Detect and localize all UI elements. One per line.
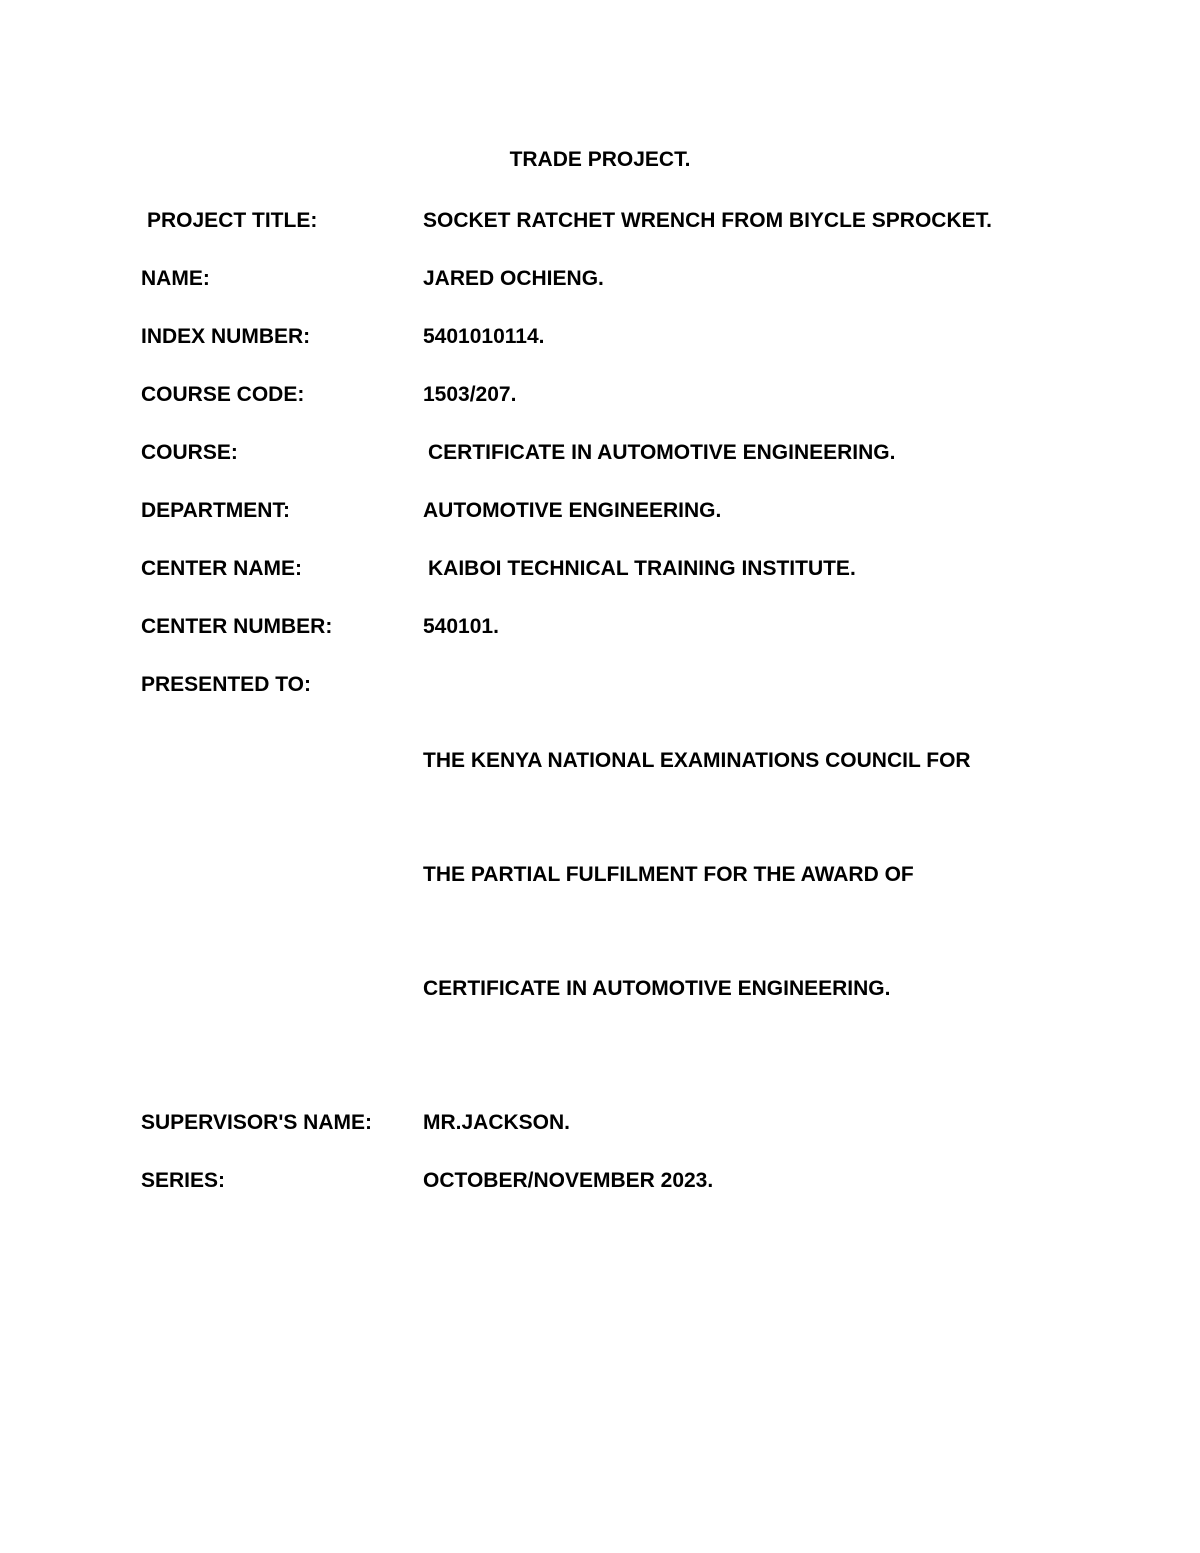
field-value: KAIBOI TECHNICAL TRAINING INSTITUTE. (428, 557, 856, 580)
field-row-center-name (141, 550, 1061, 588)
field-label: CENTER NAME: (141, 557, 302, 580)
field-row-index-number (141, 318, 1061, 356)
field-value-line: CERTIFICATE IN AUTOMOTIVE ENGINEERING. (423, 977, 891, 1000)
field-row-series (141, 1162, 1061, 1200)
field-row-course (141, 434, 1061, 472)
field-value: 1503/207. (423, 383, 517, 406)
field-value-line: THE KENYA NATIONAL EXAMINATIONS COUNCIL FOR (423, 749, 971, 772)
field-label: COURSE: (141, 441, 238, 464)
field-row-name (141, 260, 1061, 298)
field-label: COURSE CODE: (141, 383, 305, 406)
field-label: DEPARTMENT: (141, 499, 290, 522)
field-value: CERTIFICATE IN AUTOMOTIVE ENGINEERING. (428, 441, 896, 464)
field-label: NAME: (141, 267, 210, 290)
field-label: CENTER NUMBER: (141, 615, 333, 638)
field-label: SERIES: (141, 1169, 226, 1192)
field-value: MR.JACKSON. (423, 1111, 571, 1134)
field-label: INDEX NUMBER: (141, 325, 311, 348)
field-row-department (141, 492, 1061, 530)
field-row-center-number (141, 608, 1061, 646)
field-list (141, 202, 1061, 1220)
field-value-multiline (423, 666, 1061, 1084)
document-title: TRADE PROJECT. (509, 148, 691, 171)
field-row-supervisor-name (141, 1104, 1061, 1142)
field-value: AUTOMOTIVE ENGINEERING. (423, 499, 722, 522)
field-value: OCTOBER/NOVEMBER 2023. (423, 1169, 714, 1192)
field-value: JARED OCHIENG. (423, 267, 604, 290)
field-row-course-code (141, 376, 1061, 414)
field-value: 540101. (423, 615, 499, 638)
field-label: SUPERVISOR'S NAME: (141, 1111, 372, 1134)
field-label: PRESENTED TO: (141, 673, 311, 696)
field-row-project-title (141, 202, 1061, 240)
field-row-presented-to (141, 666, 1061, 1084)
field-label: PROJECT TITLE: (147, 209, 318, 232)
field-value-line: THE PARTIAL FULFILMENT FOR THE AWARD OF (423, 863, 914, 886)
field-value: SOCKET RATCHET WRENCH FROM BIYCLE SPROCKET. (423, 209, 992, 232)
field-value: 5401010114. (423, 325, 545, 348)
